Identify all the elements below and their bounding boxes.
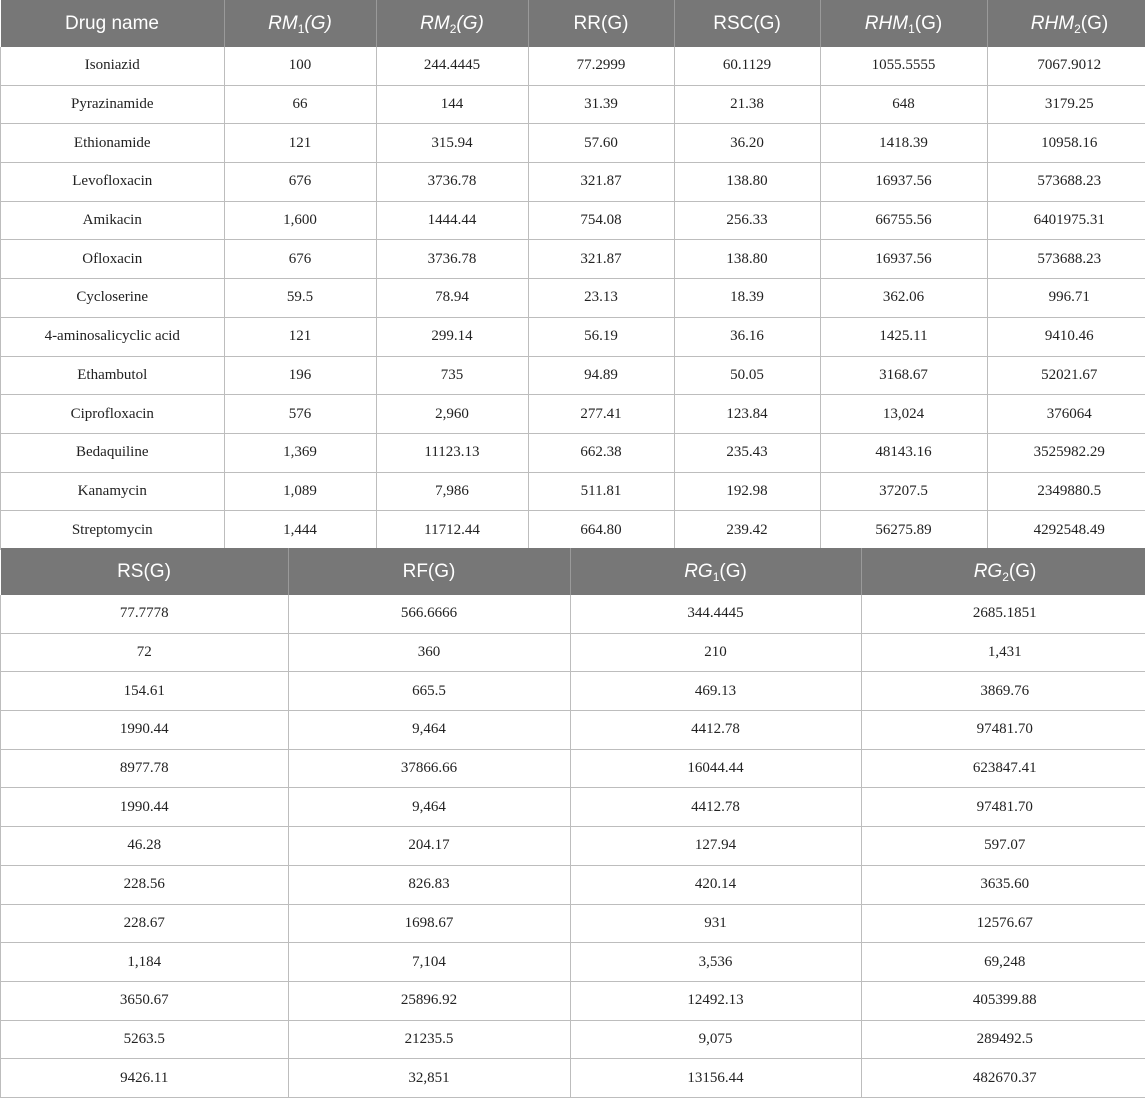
table-cell: Pyrazinamide [1,85,225,124]
table-cell: 56.19 [528,317,674,356]
column-header-label: RG [684,561,713,582]
table-cell: 665.5 [288,672,570,711]
table-cell: 16044.44 [570,749,861,788]
table-cell: 299.14 [376,317,528,356]
column-header-subscript: 2 [1002,570,1009,584]
table-cell: 996.71 [987,279,1145,318]
table-cell: 31.39 [528,85,674,124]
table-row [1,356,1145,395]
column-header [528,0,674,47]
table-row [1,672,1145,711]
table-body [1,47,1145,549]
table-cell: 597.07 [861,827,1145,866]
table-cell: 48143.16 [820,433,987,472]
table-cell: 244.4445 [376,47,528,85]
table-cell: 482670.37 [861,1059,1145,1098]
table-cell: 59.5 [224,279,376,318]
table-cell: 420.14 [570,865,861,904]
table-cell: 192.98 [674,472,820,511]
table-cell: 1,089 [224,472,376,511]
table-cell: 239.42 [674,511,820,550]
table-cell: 228.56 [1,865,289,904]
table-cell: 52021.67 [987,356,1145,395]
table-cell: Ofloxacin [1,240,225,279]
table-cell: 3179.25 [987,85,1145,124]
table-cell: Ethambutol [1,356,225,395]
table-cell: 469.13 [570,672,861,711]
table-cell: 1,369 [224,433,376,472]
table-header [1,548,1145,595]
table-cell: 77.2999 [528,47,674,85]
table-cell: 1990.44 [1,788,289,827]
table-cell: 1444.44 [376,201,528,240]
table-row [1,827,1145,866]
column-header-label: RHM [1031,13,1074,34]
table-row [1,1059,1145,1098]
table-row [1,865,1145,904]
table-cell: Streptomycin [1,511,225,550]
table-cell: Cycloserine [1,279,225,318]
table-cell: 573688.23 [987,163,1145,202]
table-row [1,433,1145,472]
table-row [1,47,1145,85]
table-row [1,943,1145,982]
table-cell: 50.05 [674,356,820,395]
table-cell: 9410.46 [987,317,1145,356]
table-cell: 321.87 [528,240,674,279]
table-cell: 573688.23 [987,240,1145,279]
table-cell: 196 [224,356,376,395]
table-cell: 1425.11 [820,317,987,356]
table-cell: 56275.89 [820,511,987,550]
table-cell: 97481.70 [861,711,1145,750]
table-cell: 21.38 [674,85,820,124]
table-cell: 1,431 [861,633,1145,672]
table-cell: 676 [224,240,376,279]
column-header-label: RF(G) [403,561,456,582]
table-row [1,85,1145,124]
table-row [1,904,1145,943]
table-row [1,1020,1145,1059]
table-cell: 94.89 [528,356,674,395]
table-cell: 4292548.49 [987,511,1145,550]
table-cell: 154.61 [1,672,289,711]
table-row [1,749,1145,788]
table-row [1,395,1145,434]
table-cell: 138.80 [674,240,820,279]
table-cell: Levofloxacin [1,163,225,202]
table-cell: 66 [224,85,376,124]
table-cell: 3168.67 [820,356,987,395]
table-cell: Ethionamide [1,124,225,163]
table-cell: 2685.1851 [861,595,1145,633]
table-cell: 23.13 [528,279,674,318]
table-cell: 277.41 [528,395,674,434]
table-cell: 1,184 [1,943,289,982]
table-row [1,633,1145,672]
column-header [570,548,861,595]
table-cell: 5263.5 [1,1020,289,1059]
column-header-label: RG [974,561,1003,582]
column-header-subscript: 1 [298,22,305,36]
table-cell: 36.20 [674,124,820,163]
header-row [1,0,1145,47]
table-cell: 25896.92 [288,981,570,1020]
table-cell: 623847.41 [861,749,1145,788]
table-cell: 66755.56 [820,201,987,240]
table-cell: 1055.5555 [820,47,987,85]
table-cell: 69,248 [861,943,1145,982]
table-cell: 362.06 [820,279,987,318]
table-cell: 97481.70 [861,788,1145,827]
table-row [1,201,1145,240]
table-cell: Isoniazid [1,47,225,85]
table-cell: 3650.67 [1,981,289,1020]
table-row [1,279,1145,318]
column-header [674,0,820,47]
column-header-label: RHM [865,13,908,34]
table-cell: 344.4445 [570,595,861,633]
column-header-suffix: (G) [1081,13,1108,34]
table-cell: 3635.60 [861,865,1145,904]
column-header-label: RM [268,13,298,34]
table-cell: Kanamycin [1,472,225,511]
table-cell: 12492.13 [570,981,861,1020]
table-cell: 10958.16 [987,124,1145,163]
table-cell: 144 [376,85,528,124]
table-cell: 1990.44 [1,711,289,750]
table-header [1,0,1145,47]
table-cell: 3736.78 [376,163,528,202]
table-cell: 9,464 [288,711,570,750]
table-row [1,472,1145,511]
table-row [1,317,1145,356]
table-cell: 60.1129 [674,47,820,85]
table-row [1,163,1145,202]
table-body [1,595,1145,1097]
column-header-suffix: (G) [304,13,331,34]
table-cell: 7,104 [288,943,570,982]
table-cell: 228.67 [1,904,289,943]
table-cell: 18.39 [674,279,820,318]
table-cell: 13156.44 [570,1059,861,1098]
table-cell: 3525982.29 [987,433,1145,472]
table-cell: 360 [288,633,570,672]
table-cell: 235.43 [674,433,820,472]
table-cell: 3736.78 [376,240,528,279]
table-cell: 16937.56 [820,240,987,279]
table-cell: 566.6666 [288,595,570,633]
column-header [376,0,528,47]
table-row [1,511,1145,550]
table-cell: 754.08 [528,201,674,240]
table-cell: 9,075 [570,1020,861,1059]
drug-index-table-bottom [0,548,1145,1098]
table-cell: 2,960 [376,395,528,434]
table-cell: 4412.78 [570,711,861,750]
table-cell: 100 [224,47,376,85]
table-cell: 12576.67 [861,904,1145,943]
table-cell: 662.38 [528,433,674,472]
table-cell: 405399.88 [861,981,1145,1020]
column-header-subscript: 2 [1074,22,1081,36]
column-header-label: RSC(G) [713,13,781,34]
table-cell: 77.7778 [1,595,289,633]
table-cell: 1698.67 [288,904,570,943]
table-cell: 21235.5 [288,1020,570,1059]
table-cell: 127.94 [570,827,861,866]
column-header-label: RR(G) [574,13,629,34]
table-row [1,240,1145,279]
table-cell: 648 [820,85,987,124]
table-cell: 4-aminosalicyclic acid [1,317,225,356]
table-cell: 664.80 [528,511,674,550]
table-row [1,788,1145,827]
table-cell: 1418.39 [820,124,987,163]
table-cell: 37207.5 [820,472,987,511]
table-cell: 9426.11 [1,1059,289,1098]
table-row [1,981,1145,1020]
table-cell: 13,024 [820,395,987,434]
column-header-label: Drug name [65,13,159,34]
table-cell: 1,444 [224,511,376,550]
table-cell: 4412.78 [570,788,861,827]
table-cell: 2349880.5 [987,472,1145,511]
column-header [987,0,1145,47]
table-cell: 138.80 [674,163,820,202]
column-header [1,0,225,47]
table-cell: 256.33 [674,201,820,240]
column-header [224,0,376,47]
table-cell: 3869.76 [861,672,1145,711]
table-cell: 321.87 [528,163,674,202]
table-row [1,595,1145,633]
table-cell: 204.17 [288,827,570,866]
table-cell: 210 [570,633,861,672]
table-cell: 7067.9012 [987,47,1145,85]
table-cell: 376064 [987,395,1145,434]
column-header [861,548,1145,595]
table-cell: 121 [224,124,376,163]
table-cell: Bedaquiline [1,433,225,472]
table-cell: Ciprofloxacin [1,395,225,434]
table-cell: 576 [224,395,376,434]
table-cell: 826.83 [288,865,570,904]
table-cell: 8977.78 [1,749,289,788]
table-row [1,711,1145,750]
table-cell: 7,986 [376,472,528,511]
table-cell: 16937.56 [820,163,987,202]
table-row [1,124,1145,163]
table-cell: 1,600 [224,201,376,240]
column-header-suffix: (G) [456,13,483,34]
table-cell: 11123.13 [376,433,528,472]
column-header-label: RM [420,13,450,34]
column-header-label: RS(G) [117,561,171,582]
table-cell: 121 [224,317,376,356]
table-cell: Amikacin [1,201,225,240]
column-header-suffix: (G) [915,13,942,34]
table-cell: 32,851 [288,1059,570,1098]
column-header-subscript: 1 [908,22,915,36]
column-header-subscript: 2 [450,22,457,36]
table-cell: 36.16 [674,317,820,356]
table-cell: 78.94 [376,279,528,318]
table-cell: 37866.66 [288,749,570,788]
column-header [820,0,987,47]
column-header-subscript: 1 [713,570,720,584]
column-header [288,548,570,595]
column-header [1,548,289,595]
table-cell: 289492.5 [861,1020,1145,1059]
table-cell: 931 [570,904,861,943]
table-cell: 511.81 [528,472,674,511]
table-cell: 123.84 [674,395,820,434]
table-cell: 46.28 [1,827,289,866]
table-cell: 315.94 [376,124,528,163]
column-header-suffix: (G) [719,561,746,582]
table-cell: 6401975.31 [987,201,1145,240]
table-cell: 72 [1,633,289,672]
table-cell: 3,536 [570,943,861,982]
header-row [1,548,1145,595]
table-cell: 57.60 [528,124,674,163]
table-cell: 676 [224,163,376,202]
table-cell: 9,464 [288,788,570,827]
table-cell: 735 [376,356,528,395]
column-header-suffix: (G) [1009,561,1036,582]
table-cell: 11712.44 [376,511,528,550]
